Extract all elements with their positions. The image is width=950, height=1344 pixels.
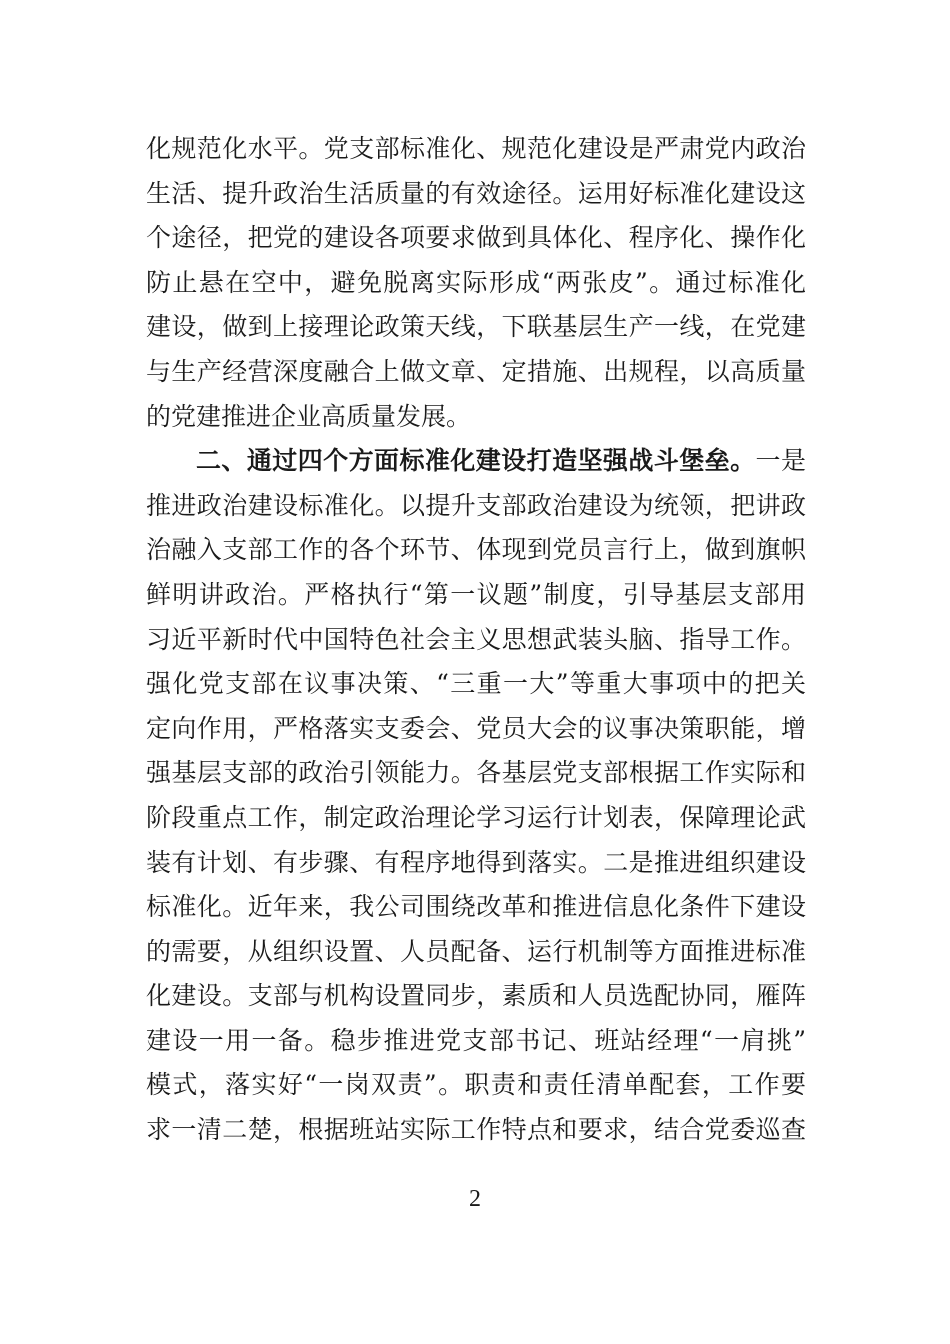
section-heading-line [146, 439, 806, 484]
text-line: 化规范化水平。党支部标准化、规范化建设是严肃党内政治 [146, 134, 806, 163]
text-line: 防止悬在空中，避免脱离实际形成“两张皮”。通过标准化 [146, 267, 806, 297]
section-heading: 二、通过四个方面标准化建设打造坚强战斗堡垒。 [196, 446, 756, 476]
text-line: 建设一用一备。稳步推进党支部书记、班站经理“一肩挑” [146, 1025, 806, 1055]
text-line: 个途径，把党的建设各项要求做到具体化、程序化、操作化 [146, 223, 806, 253]
text-line: 模式，落实好“一岗双责”。职责和责任清单配套，工作要 [146, 1070, 806, 1100]
text-line: 装有计划、有步骤、有程序地得到落实。二是推进组织建设 [146, 847, 806, 877]
text-line: 阶段重点工作，制定政治理论学习运行计划表，保障理论武 [146, 802, 806, 832]
text-line: 推进政治建设标准化。以提升支部政治建设为统领，把讲政 [146, 490, 806, 520]
text-line: 定向作用，严格落实支委会、党员大会的议事决策职能，增 [146, 713, 806, 743]
text-line: 标准化。近年来，我公司围绕改革和推进信息化条件下建设 [146, 892, 806, 922]
heading-line-rest: 一是 [755, 446, 806, 476]
text-line: 的需要，从组织设置、人员配备、运行机制等方面推进标准 [146, 936, 806, 966]
text-line: 求一清二楚，根据班站实际工作特点和要求，结合党委巡查 [146, 1115, 806, 1145]
text-line: 习近平新时代中国特色社会主义思想武装头脑、指导工作。 [146, 624, 806, 654]
text-line: 的党建推进企业高质量发展。 [146, 401, 472, 431]
text-line: 治融入支部工作的各个环节、体现到党员言行上，做到旗帜 [146, 535, 806, 565]
text-line: 化建设。支部与机构设置同步，素质和人员选配协同，雁阵 [146, 981, 806, 1011]
body-text [146, 127, 806, 1153]
text-line: 强基层支部的政治引领能力。各基层党支部根据工作实际和 [146, 758, 806, 788]
text-line: 与生产经营深度融合上做文章、定措施、出规程，以高质量 [146, 356, 806, 386]
page-number: 2 [469, 1186, 481, 1212]
text-line: 鲜明讲政治。严格执行“第一议题”制度，引导基层支部用 [146, 579, 806, 609]
text-line: 强化党支部在议事决策、“三重一大”等重大事项中的把关 [146, 669, 806, 699]
text-line: 生活、提升政治生活质量的有效途径。运用好标准化建设这 [146, 178, 806, 208]
text-line: 建设，做到上接理论政策天线，下联基层生产一线，在党建 [146, 312, 806, 342]
